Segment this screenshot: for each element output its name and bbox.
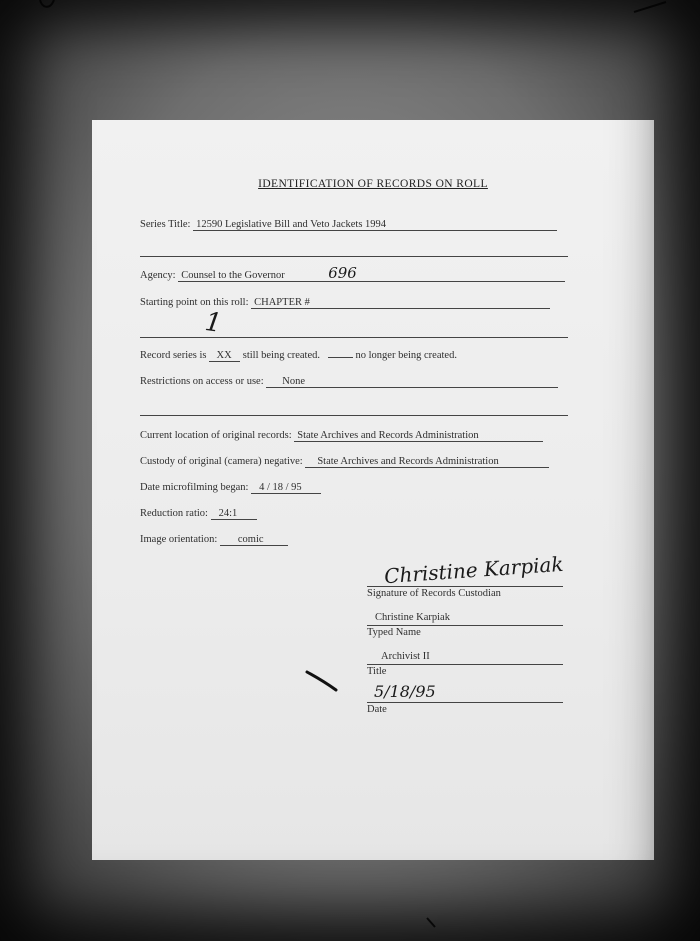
starting-point-label: Starting point on this roll: bbox=[140, 297, 249, 308]
signature-line bbox=[367, 586, 563, 587]
date-handwritten: 5/18/95 bbox=[374, 682, 436, 701]
title-line bbox=[367, 664, 563, 665]
form-title: IDENTIFICATION OF RECORDS ON ROLL bbox=[258, 178, 488, 190]
film-artifact-top-left bbox=[36, 0, 66, 14]
reduction-value: 24:1 bbox=[211, 508, 257, 520]
date-began-row bbox=[140, 482, 321, 494]
series-title-row bbox=[140, 219, 557, 231]
signature-label: Signature of Records Custodian bbox=[367, 588, 501, 599]
pen-stroke-mark bbox=[304, 668, 340, 694]
series-title-rule bbox=[140, 256, 568, 257]
restrictions-value: None bbox=[266, 376, 558, 388]
date-line bbox=[367, 702, 563, 703]
restrictions-rule bbox=[140, 415, 568, 416]
form-sheet bbox=[92, 120, 654, 860]
orientation-row bbox=[140, 534, 288, 546]
custody-value: State Archives and Records Administration bbox=[305, 456, 549, 468]
restrictions-label: Restrictions on access or use: bbox=[140, 376, 264, 387]
custody-label: Custody of original (camera) negative: bbox=[140, 456, 303, 467]
title-label: Title bbox=[367, 666, 387, 677]
restrictions-row bbox=[140, 376, 558, 388]
custodian-signature: Christine Karpiak bbox=[383, 551, 565, 589]
date-label: Date bbox=[367, 704, 387, 715]
title-value: Archivist II bbox=[381, 651, 430, 662]
current-location-label: Current location of original records: bbox=[140, 430, 292, 441]
starting-point-rule bbox=[140, 337, 568, 338]
record-series-label: Record series is bbox=[140, 350, 207, 361]
series-title-label: Series Title: bbox=[140, 219, 191, 230]
date-began-value: 4 / 18 / 95 bbox=[251, 482, 321, 494]
starting-point-row bbox=[140, 297, 550, 309]
date-began-label: Date microfilming began: bbox=[140, 482, 249, 493]
reduction-label: Reduction ratio: bbox=[140, 508, 208, 519]
reduction-row bbox=[140, 508, 257, 520]
series-title-value: 12590 Legislative Bill and Veto Jackets 1994 bbox=[193, 219, 557, 231]
typed-name-line bbox=[367, 625, 563, 626]
orientation-value: comic bbox=[220, 534, 288, 546]
agency-handwritten-number: 696 bbox=[328, 264, 357, 282]
starting-point-handwritten: 1 bbox=[202, 306, 224, 340]
agency-value-field bbox=[178, 264, 565, 282]
record-series-no-longer-label: no longer being created. bbox=[355, 350, 457, 361]
agency-row bbox=[140, 264, 565, 282]
custody-row bbox=[140, 456, 549, 468]
starting-point-value: CHAPTER # bbox=[251, 297, 550, 309]
agency-value: Counsel to the Governor bbox=[181, 270, 285, 281]
current-location-value: State Archives and Records Administration bbox=[294, 430, 543, 442]
current-location-row bbox=[140, 430, 543, 442]
record-series-no-longer-blank bbox=[328, 357, 353, 358]
orientation-label: Image orientation: bbox=[140, 534, 218, 545]
film-artifact-top-right bbox=[632, 0, 672, 16]
record-series-still-label: still being created. bbox=[242, 350, 320, 361]
film-artifact-bottom bbox=[424, 915, 440, 931]
typed-name-label: Typed Name bbox=[367, 627, 421, 638]
agency-label: Agency: bbox=[140, 270, 176, 281]
typed-name-value: Christine Karpiak bbox=[375, 612, 450, 623]
record-series-still-mark: XX bbox=[209, 350, 240, 362]
record-series-row bbox=[140, 350, 457, 362]
